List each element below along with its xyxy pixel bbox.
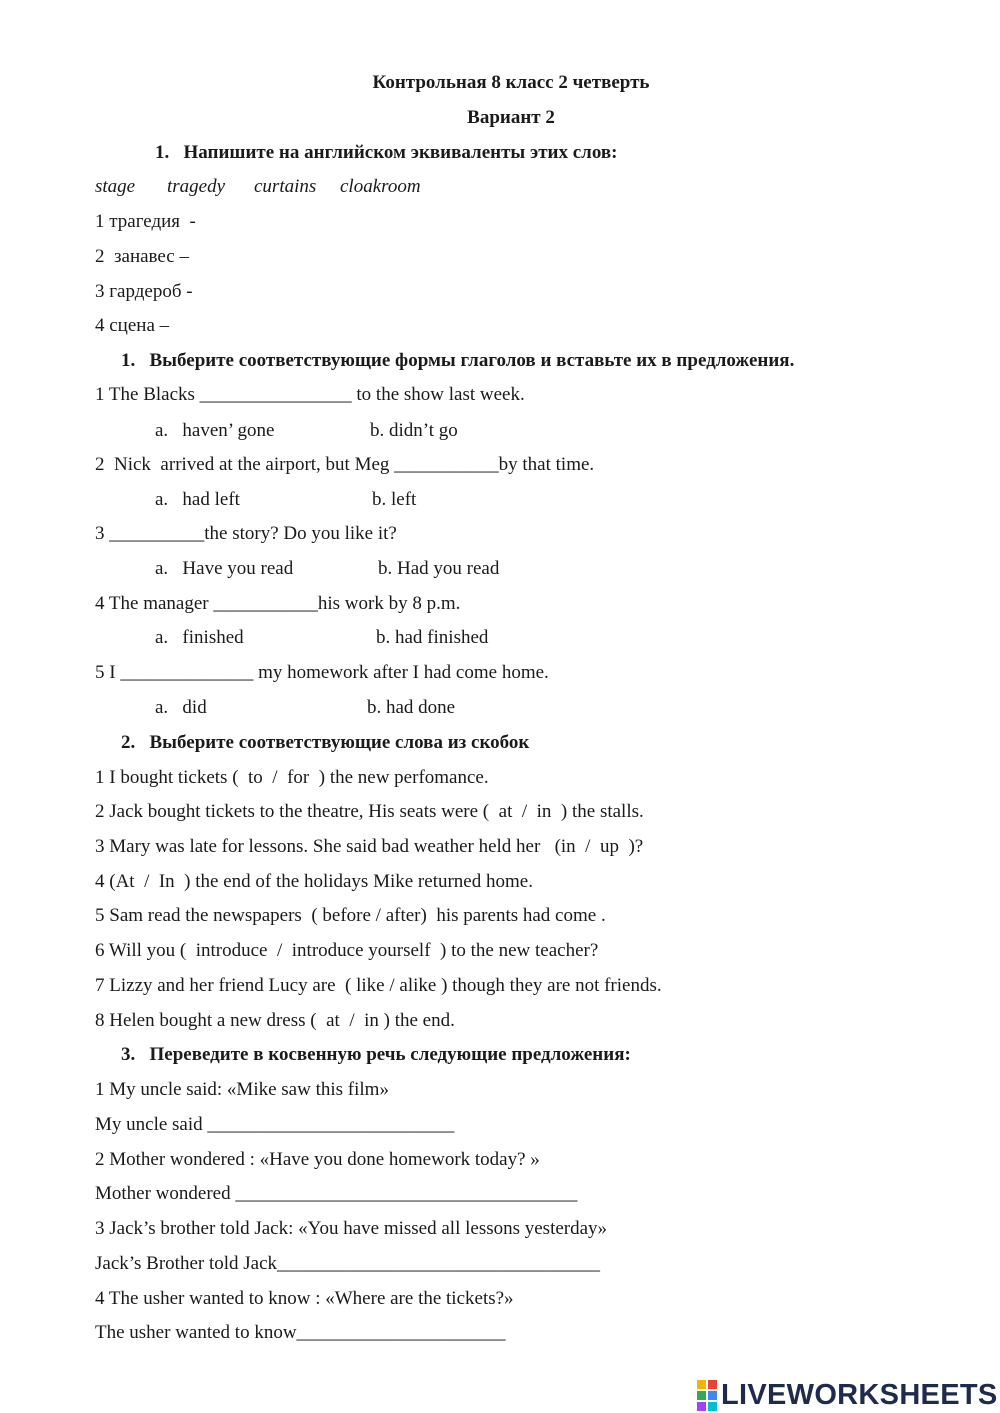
bracket-item-7: 7 Lizzy and her friend Lucy are ( like / alike ) though they are not friends.: [95, 975, 662, 996]
option-b-3[interactable]: b. Had you read: [378, 558, 500, 579]
option-b-2[interactable]: b. left: [372, 489, 417, 510]
bracket-item-1: 1 I bought tickets ( to / for ) the new perfomance.: [95, 767, 489, 788]
option-a-2[interactable]: a. had left: [155, 489, 240, 510]
reported-speech-1[interactable]: My uncle said __________________________: [95, 1114, 455, 1135]
direct-speech-3: 3 Jack’s brother told Jack: «You have missed all lessons yesterday»: [95, 1218, 608, 1239]
word-tragedy: tragedy: [167, 176, 226, 197]
bracket-item-2: 2 Jack bought tickets to the theatre, His seats were ( at / in ) the stalls.: [95, 801, 644, 822]
section2-heading: 1. Выберите соответствующие формы глаголов и вставьте их в предложения.: [121, 350, 795, 371]
translation-item-4: 4 сцена –: [95, 315, 170, 336]
bracket-item-3: 3 Mary was late for lessons. She said bad weather held her (in / up )?: [95, 836, 644, 857]
section1-heading: 1. Напишите на английском эквиваленты этих слов:: [155, 142, 618, 163]
variant-label: Вариант 2: [467, 107, 555, 128]
option-b-1[interactable]: b. didn’t go: [370, 420, 458, 441]
word-curtains: curtains: [254, 176, 317, 197]
option-b-5[interactable]: b. had done: [367, 697, 456, 718]
reported-speech-2[interactable]: Mother wondered ____________________________________: [95, 1183, 578, 1204]
bracket-item-4: 4 (At / In ) the end of the holidays Mike returned home.: [95, 871, 533, 892]
translation-item-2: 2 занавес –: [95, 246, 189, 267]
direct-speech-2: 2 Mother wondered : «Have you done homework today? »: [95, 1149, 540, 1170]
option-b-4[interactable]: b. had finished: [376, 627, 489, 648]
liveworksheets-logo: [697, 1378, 998, 1412]
verb-question-4: 4 The manager ___________his work by 8 p.m.: [95, 593, 461, 614]
option-a-3[interactable]: a. Have you read: [155, 558, 294, 579]
bracket-item-8: 8 Helen bought a new dress ( at / in ) the end.: [95, 1010, 455, 1031]
bracket-item-6: 6 Will you ( introduce / introduce yourself ) to the new teacher?: [95, 940, 599, 961]
liveworksheets-logo-icon: [697, 1380, 717, 1411]
section3-heading: 2. Выберите соответствующие слова из скобок: [121, 732, 530, 753]
translation-item-1: 1 трагедия -: [95, 211, 196, 232]
section4-heading: 3. Переведите в косвенную речь следующие предложения:: [121, 1044, 631, 1065]
option-a-5[interactable]: a. did: [155, 697, 207, 718]
reported-speech-4[interactable]: The usher wanted to know______________________: [95, 1322, 506, 1343]
reported-speech-3[interactable]: Jack’s Brother told Jack__________________________________: [95, 1253, 601, 1274]
liveworksheets-logo-text: LIVEWORKSHEETS: [721, 1378, 998, 1411]
direct-speech-4: 4 The usher wanted to know : «Where are the tickets?»: [95, 1288, 514, 1309]
verb-question-3: 3 __________the story? Do you like it?: [95, 523, 397, 544]
option-a-4[interactable]: a. finished: [155, 627, 244, 648]
word-stage: stage: [95, 176, 136, 197]
verb-question-1: 1 The Blacks ________________ to the show last week.: [95, 384, 525, 405]
verb-question-5: 5 I ______________ my homework after I had come home.: [95, 662, 549, 683]
bracket-item-5: 5 Sam read the newspapers ( before / after) his parents had come .: [95, 905, 606, 926]
word-cloakroom: cloakroom: [340, 176, 421, 197]
page-title: Контрольная 8 класс 2 четверть: [372, 72, 650, 93]
direct-speech-1: 1 My uncle said: «Mike saw this film»: [95, 1079, 389, 1100]
option-a-1[interactable]: a. haven’ gone: [155, 420, 275, 441]
verb-question-2: 2 Nick arrived at the airport, but Meg ___________by that time.: [95, 454, 595, 475]
translation-item-3: 3 гардероб -: [95, 281, 193, 302]
